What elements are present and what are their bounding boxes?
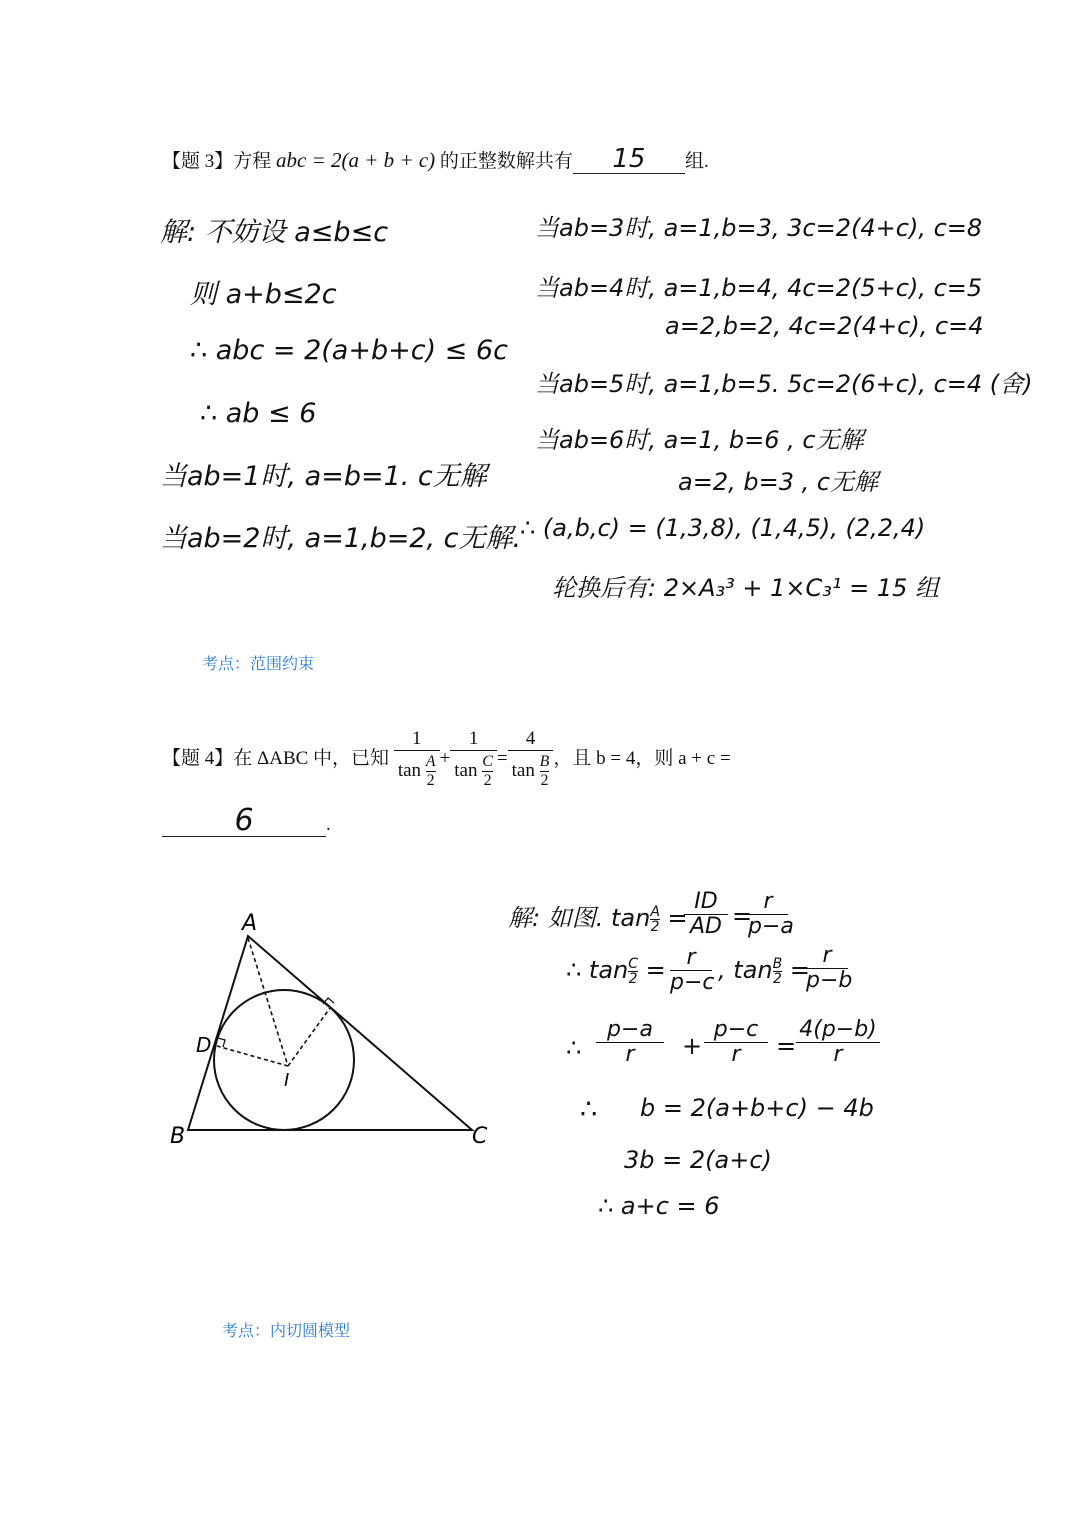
sol3-right-line-6: a=2, b=3 , c无解 [678, 468, 879, 496]
question-3 [162, 146, 709, 174]
sol3-right-line-7: ∴ (a,b,c) = (1,3,8), (1,4,5), (2,2,4) [520, 514, 926, 542]
stem-suffix: ，且 b = 4，则 a + c = [553, 748, 731, 769]
sol3-right-line-3: a=2,b=2, 4c=2(4+c), c=4 [665, 312, 984, 340]
frac-pa-r: p−a r [596, 1018, 664, 1067]
sol4-line-4: b = 2(a+b+c) − 4b [640, 1094, 874, 1122]
frac-pc-r: p−c r [704, 1018, 768, 1067]
sol4-line-6: ∴ a+c = 6 [598, 1192, 720, 1220]
sol3-left-line-2: 则 a+b≤2c [190, 279, 337, 310]
question-tag: 【题 3】 [162, 151, 234, 172]
segment-ai [248, 938, 288, 1066]
key-point-4: 考点：内切圆模型 [222, 1321, 351, 1340]
sol3-left-line-6: 当ab=2时, a=1,b=2, c无解. [160, 523, 522, 554]
sol4-line-5: 3b = 2(a+c) [624, 1146, 772, 1174]
sol3-left-line-3: ∴ abc = 2(a+b+c) ≤ 6c [190, 335, 508, 366]
sol3-left-line-1: 解: 不妨设 a≤b≤c [160, 217, 389, 248]
stem-end: 组. [684, 151, 709, 172]
answer-blank [573, 144, 685, 174]
right-angle-mark-d [218, 1038, 225, 1047]
sol3-right-line-4: 当ab=5时, a=1,b=5. 5c=2(6+c), c=4 (舍) [535, 370, 1033, 398]
incircle [214, 990, 354, 1130]
stem-prefix: 在 ΔABC 中，已知 [233, 748, 390, 769]
sol3-right-line-8: 轮换后有: 2×A₃³ + 1×C₃¹ = 15 组 [552, 574, 940, 602]
segment-radius [288, 1008, 330, 1066]
answer-handwritten: 6 [234, 803, 254, 838]
segment-id [217, 1046, 288, 1066]
frac-id-ad: ID AD [684, 890, 728, 939]
key-point-3: 考点：范围约束 [202, 654, 315, 673]
sol3-left-line-4: ∴ ab ≤ 6 [200, 398, 317, 429]
label-d: D [196, 1033, 212, 1057]
label-a: A [242, 911, 258, 936]
equation: abc = 2(a + b + c) [276, 148, 436, 172]
sol4-line-2-left: ∴ tan $\frac{C}{2}$ = [566, 955, 666, 987]
sol3-right-line-2: 当ab=4时, a=1,b=4, 4c=2(5+c), c=5 [535, 274, 983, 302]
label-b: B [170, 1124, 186, 1149]
question-4-answer-line: 6 . [162, 810, 331, 837]
frac-r-pc: r p−c [670, 945, 715, 995]
sol4-line-1-prefix: 解: 如图. tan $\frac{A}{2}$ = [508, 903, 688, 935]
frac-r-pa: r p−a [748, 889, 794, 939]
stem-suffix: 的正整数解共有 [439, 151, 573, 172]
fraction-tan-a: 1 tan $\frac{A}{2}$ [394, 728, 440, 790]
question-4: 【题 4】在 ΔABC 中，已知 1 tan $\frac{A}{2}$ + 1 tan $\frac{C}{2}$ = 4 tan $\frac{B}{2}$ ，且 b = 4，则 a + c = [162, 728, 731, 789]
fraction-tan-b: 4 tan $\frac{B}{2}$ [508, 728, 554, 790]
answer-handwritten: 15 [612, 144, 646, 174]
frac-r-pb: r p−b [806, 943, 853, 993]
sol3-left-line-5: 当ab=1时, a=b=1. c无解 [160, 461, 487, 492]
label-i: I [284, 1070, 290, 1091]
frac-4pb-r: 4(p−b) r [796, 1018, 880, 1067]
sol3-right-line-5: 当ab=6时, a=1, b=6 , c无解 [535, 426, 864, 454]
sol4-line-2-right: , tan $\frac{B}{2}$ = [718, 955, 810, 987]
stem-prefix: 方程 [233, 151, 272, 172]
triangle-incircle-figure [160, 900, 500, 1160]
answer-blank [162, 803, 326, 838]
question-tag: 【题 4】 [162, 748, 234, 769]
sol3-right-line-1: 当ab=3时, a=1,b=3, 3c=2(4+c), c=8 [535, 214, 983, 242]
label-c: C [472, 1124, 488, 1149]
fraction-tan-c: 1 tan $\frac{C}{2}$ [450, 728, 497, 790]
triangle-abc [188, 936, 472, 1130]
